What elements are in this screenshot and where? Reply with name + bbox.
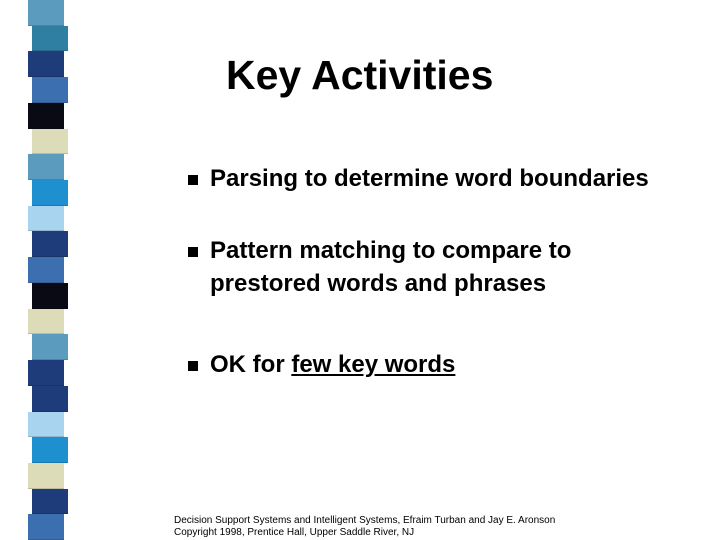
strip-block [28, 154, 64, 180]
slide-title: Key Activities [226, 52, 494, 98]
strip-block [28, 103, 64, 129]
strip-block [32, 231, 68, 257]
strip-block [32, 26, 68, 52]
slide-footer [174, 515, 555, 539]
decorative-side-strip [0, 0, 64, 540]
bullet-text-prefix: OK for [210, 351, 292, 378]
square-bullet-icon [188, 247, 198, 257]
strip-block [28, 412, 64, 438]
strip-block [32, 77, 68, 103]
bullet-text-underlined: few key words [291, 351, 456, 378]
strip-block [32, 334, 68, 360]
strip-block [28, 463, 64, 489]
footer-line-1: Decision Support Systems and Intelligent Systems, Efraim Turban and Jay E. Aronson [174, 515, 556, 526]
strip-block [28, 514, 64, 540]
bullet-text: Pattern matching to compare to prestored words and phrases [210, 237, 572, 297]
strip-block [32, 437, 68, 463]
strip-block [28, 257, 64, 283]
strip-block [32, 129, 68, 155]
bullet-text [210, 348, 650, 381]
strip-block [28, 360, 64, 386]
square-bullet-icon [188, 175, 198, 185]
strip-block [32, 489, 68, 515]
strip-block [28, 206, 64, 232]
strip-block [28, 0, 64, 26]
square-bullet-icon [188, 361, 198, 371]
footer-line-2: Copyright 1998, Prentice Hall, Upper Saddle River, NJ [174, 527, 415, 538]
strip-block [32, 386, 68, 412]
strip-block [32, 180, 68, 206]
strip-block [28, 309, 64, 335]
bullet-text: Parsing to determine word boundaries [210, 165, 649, 192]
strip-block [32, 283, 68, 309]
strip-block [28, 51, 64, 77]
